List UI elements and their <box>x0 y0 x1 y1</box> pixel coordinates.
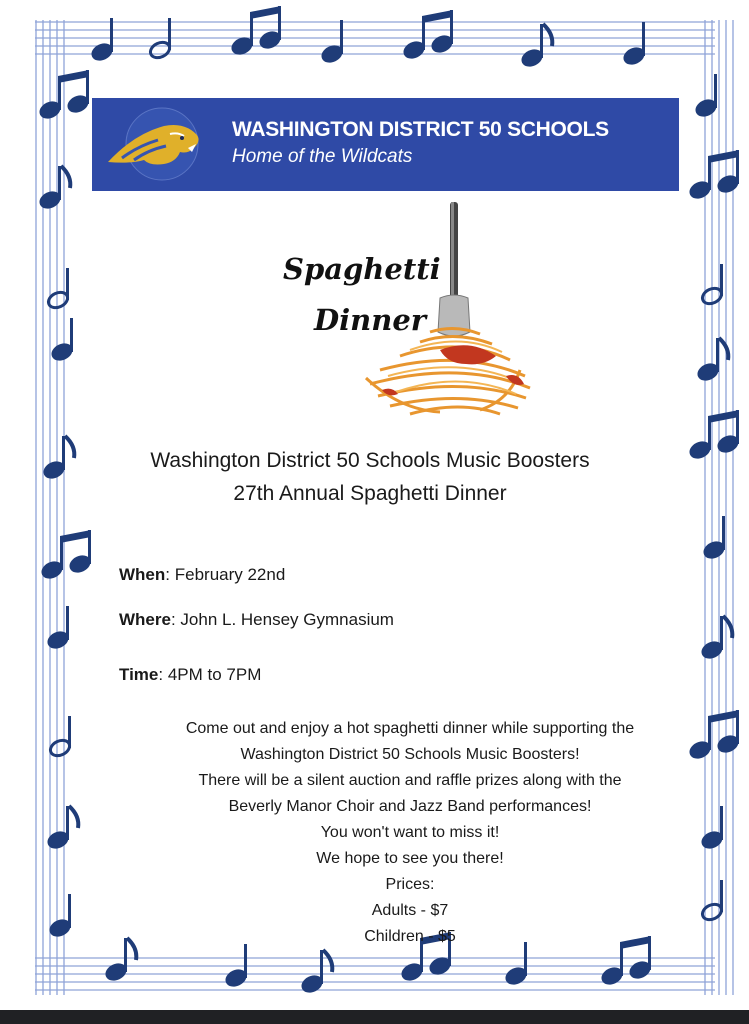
when-value: February 22nd <box>174 565 286 584</box>
body-line-1: Come out and enjoy a hot spaghetti dinner while supporting the <box>185 720 635 737</box>
body-line-4: Beverly Manor Choir and Jazz Band performances! <box>228 798 592 815</box>
when-label: When <box>119 565 166 584</box>
detail-when: When: February 22nd <box>119 565 286 584</box>
detail-where: Where: John L. Hensey Gymnasium <box>119 610 394 629</box>
graphic-word-spaghetti: Spaghetti <box>283 252 441 286</box>
body-line-5: You won't want to miss it! <box>320 824 500 841</box>
body-line-6: We hope to see you there! <box>316 850 504 867</box>
graphic-word-dinner: Dinner <box>314 303 427 337</box>
headline-line-1: Washington District 50 Schools Music Boosters <box>150 449 590 472</box>
prices-label: Prices: <box>385 876 435 893</box>
banner-subtitle: Home of the Wildcats <box>232 146 413 167</box>
event-description <box>100 716 720 950</box>
time-label: Time <box>119 665 159 684</box>
where-label: Where <box>119 610 171 629</box>
where-value: John L. Hensey Gymnasium <box>180 610 394 629</box>
headline-line-2: 27th Annual Spaghetti Dinner <box>233 482 507 505</box>
time-value: 4PM to 7PM <box>167 665 262 684</box>
banner-title: WASHINGTON DISTRICT 50 SCHOOLS <box>232 118 609 141</box>
price-children: Children - $5 <box>364 928 456 945</box>
detail-time: Time: 4PM to 7PM <box>119 665 262 684</box>
wildcat-head-icon <box>104 104 204 184</box>
body-line-2: Washington District 50 Schools Music Boosters! <box>240 746 580 763</box>
district-banner <box>92 98 679 191</box>
bottom-bar <box>0 1010 749 1024</box>
body-line-3: There will be a silent auction and raffle prizes along with the <box>198 772 622 789</box>
price-adults: Adults - $7 <box>371 902 449 919</box>
